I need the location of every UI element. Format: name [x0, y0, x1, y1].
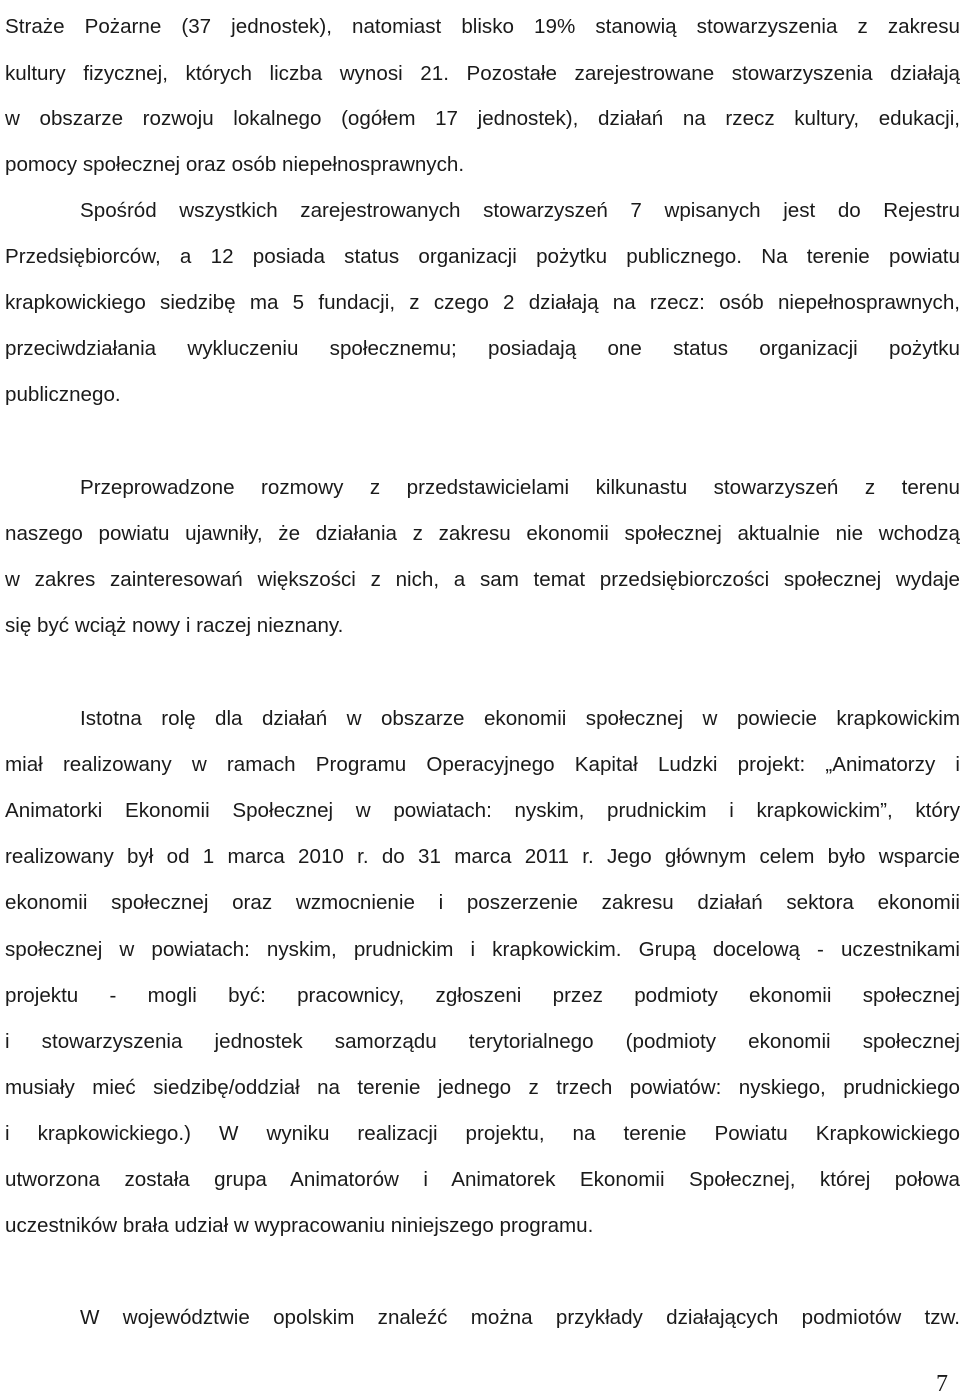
- paragraph-4-line-3: Animatorki Ekonomii Społecznej w powiatach: nyskim, prudnickim i krapkowickim”, który: [5, 799, 960, 822]
- paragraph-4-line-7: projektu - mogli być: pracownicy, zgłoszeni przez podmioty ekonomii społecznej: [5, 984, 960, 1007]
- paragraph-3-line-3: w zakres zainteresowań większości z nich, a sam temat przedsiębiorczości społecznej wydaje: [5, 568, 960, 591]
- paragraph-4-line-2: miał realizowany w ramach Programu Operacyjnego Kapitał Ludzki projekt: „Animatorzy i: [5, 753, 960, 776]
- paragraph-4-line-5: ekonomii społecznej oraz wzmocnienie i poszerzenie zakresu działań sektora ekonomii: [5, 891, 960, 914]
- paragraph-4-line-4: realizowany był od 1 marca 2010 r. do 31 marca 2011 r. Jego głównym celem było wsparcie: [5, 845, 960, 868]
- paragraph-3-line-1: Przeprowadzone rozmowy z przedstawicielami kilkunastu stowarzyszeń z terenu: [80, 476, 960, 499]
- paragraph-4-line-8: i stowarzyszenia jednostek samorządu terytorialnego (podmioty ekonomii społecznej: [5, 1030, 960, 1053]
- paragraph-4-line-10: i krapkowickiego.) W wyniku realizacji projektu, na terenie Powiatu Krapkowickiego: [5, 1122, 960, 1145]
- page-number: 7: [936, 1371, 948, 1397]
- paragraph-4-line-9: musiały mieć siedzibę/oddział na terenie jednego z trzech powiatów: nyskiego, prudnickiego: [5, 1076, 960, 1099]
- paragraph-2-line-2: Przedsiębiorców, a 12 posiada status organizacji pożytku publicznego. Na terenie powiatu: [5, 245, 960, 268]
- paragraph-4-line-11: utworzona została grupa Animatorów i Animatorek Ekonomii Społecznej, której połowa: [5, 1168, 960, 1191]
- paragraph-2-line-4: przeciwdziałania wykluczeniu społecznemu; posiadają one status organizacji pożytku: [5, 337, 960, 360]
- paragraph-4-line-12: uczestników brała udział w wypracowaniu niniejszego programu.: [5, 1214, 594, 1237]
- paragraph-2-line-5: publicznego.: [5, 383, 121, 406]
- paragraph-1-line-3: w obszarze rozwoju lokalnego (ogółem 17 jednostek), działań na rzecz kultury, edukacji,: [5, 107, 960, 130]
- paragraph-1-line-1: Straże Pożarne (37 jednostek), natomiast blisko 19% stanowią stowarzyszenia z zakresu: [5, 15, 960, 38]
- paragraph-2-line-3: krapkowickiego siedzibę ma 5 fundacji, z czego 2 działają na rzecz: osób niepełnosprawnych,: [5, 291, 960, 314]
- paragraph-1-line-4: pomocy społecznej oraz osób niepełnosprawnych.: [5, 153, 465, 176]
- paragraph-1-line-2: kultury fizycznej, których liczba wynosi 21. Pozostałe zarejestrowane stowarzyszenia działają: [5, 62, 960, 85]
- paragraph-5-line-1: W województwie opolskim znaleźć można przykłady działających podmiotów tzw.: [80, 1306, 960, 1329]
- paragraph-4-line-1: Istotna rolę dla działań w obszarze ekonomii społecznej w powiecie krapkowickim: [80, 707, 960, 730]
- paragraph-3-line-2: naszego powiatu ujawniły, że działania z zakresu ekonomii społecznej aktualnie nie wchodzą: [5, 522, 960, 545]
- paragraph-4-line-6: społecznej w powiatach: nyskim, prudnickim i krapkowickim. Grupą docelową - uczestnikami: [5, 938, 960, 961]
- paragraph-3-line-4: się być wciąż nowy i raczej nieznany.: [5, 614, 344, 637]
- paragraph-2-line-1: Spośród wszystkich zarejestrowanych stowarzyszeń 7 wpisanych jest do Rejestru: [80, 199, 960, 222]
